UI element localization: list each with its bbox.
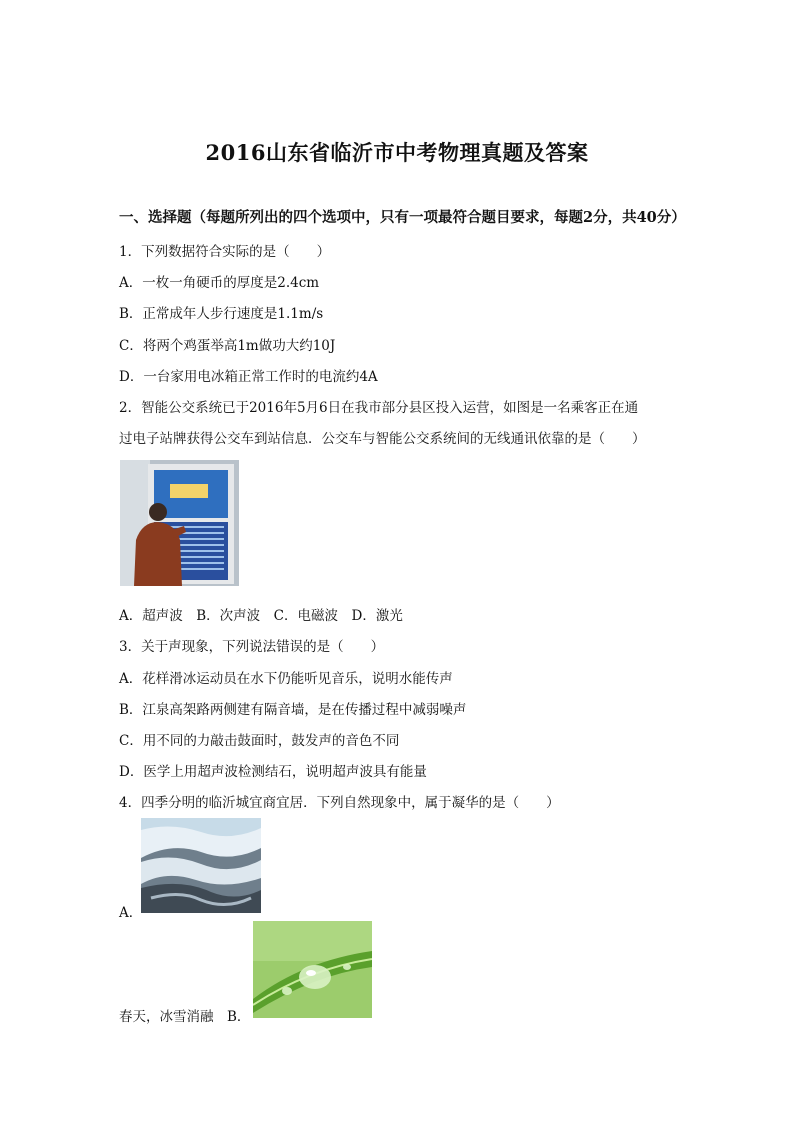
q2-options: A．超声波 B．次声波 C．电磁波 D．激光 — [119, 608, 403, 624]
q3-option-d: D．医学上用超声波检测结石，说明超声波具有能量 — [119, 764, 427, 780]
question-1: 1．下列数据符合实际的是（ ） — [119, 244, 331, 260]
melting-ice-image — [141, 818, 261, 913]
q1-option-a: A．一枚一角硬币的厚度是2.4cm — [119, 275, 320, 291]
question-4: 4．四季分明的临沂城宜商宜居．下列自然现象中，属于凝华的是（ ） — [119, 795, 560, 811]
question-2-line-2: 过电子站牌获得公交车到站信息．公交车与智能公交系统间的无线通讯依靠的是（ ） — [119, 431, 646, 447]
section-heading: 一、选择题（每题所列出的四个选项中，只有一项最符合题目要求，每题2分，共40分） — [119, 209, 686, 226]
question-2-line-1: 2．智能公交系统已于2016年5月6日在我市部分县区投入运营，如图是一名乘客正在通 — [119, 400, 639, 416]
q1-option-d: D．一台家用电冰箱正常工作时的电流约4A — [119, 369, 378, 385]
dewdrop-leaf-image — [253, 921, 372, 1018]
bus-stop-sign-image — [120, 460, 239, 586]
q3-option-a: A．花样滑冰运动员在水下仍能听见音乐，说明水能传声 — [119, 671, 453, 687]
q3-option-b: B．江泉高架路两侧建有隔音墙，是在传播过程中减弱噪声 — [119, 702, 467, 718]
q4-option-a-caption-b-label: 春天，冰雪消融 B． — [119, 1009, 251, 1025]
q4-option-a-label: A． — [119, 905, 143, 921]
document-title: 2016山东省临沂市中考物理真题及答案 — [205, 140, 589, 165]
q3-option-c: C．用不同的力敲击鼓面时，鼓发声的音色不同 — [119, 733, 400, 749]
question-3: 3．关于声现象，下列说法错误的是（ ） — [119, 639, 385, 655]
q1-option-c: C．将两个鸡蛋举高1m做功大约10J — [119, 338, 336, 354]
q1-option-b: B．正常成年人步行速度是1.1m/s — [119, 306, 324, 322]
